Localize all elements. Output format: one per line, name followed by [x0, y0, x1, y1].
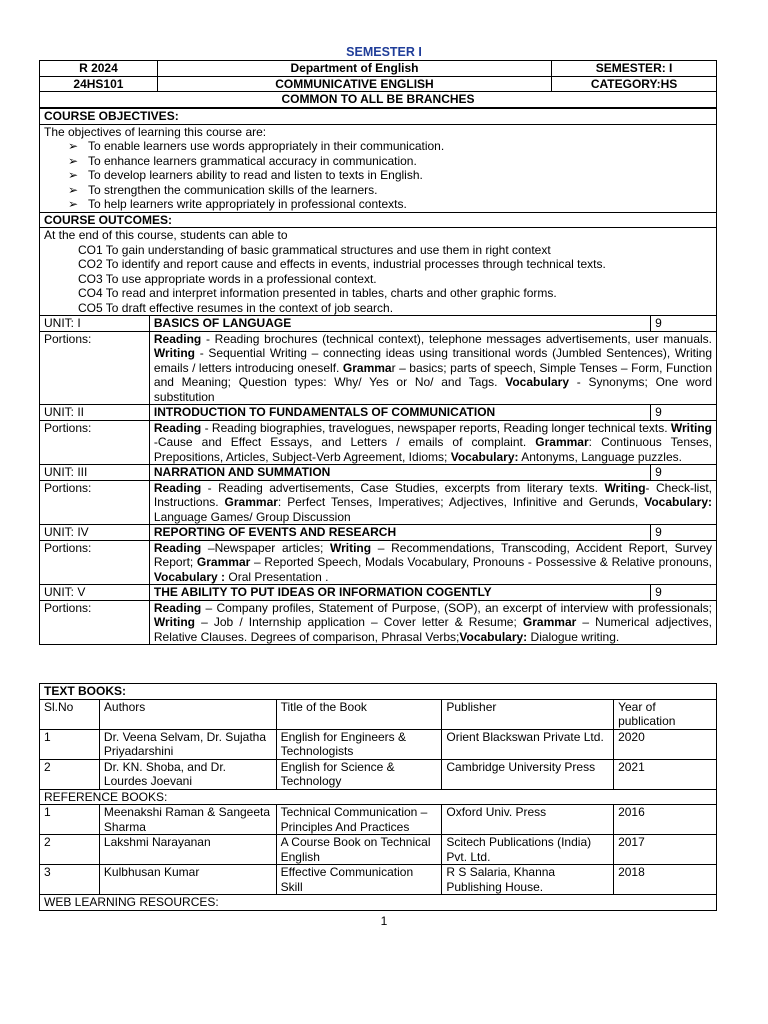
- unit-header-row: [40, 316, 717, 332]
- portion-text: - Reading brochures (technical context), telephone messages advertisements, user manuals.: [201, 331, 712, 346]
- book-row: [40, 835, 717, 865]
- book-cell: 2016: [614, 805, 717, 835]
- outcomes-title: COURSE OUTCOMES:: [40, 212, 717, 228]
- unit-hours: 9: [651, 525, 717, 541]
- objectives-block: [40, 124, 717, 212]
- portions-label: Portions:: [40, 420, 150, 465]
- portion-text: Antonyms, Language puzzles.: [518, 449, 682, 464]
- unit-portions-row: [40, 600, 717, 645]
- portion-text: – Job / Internship application – Cover letter & Resume;: [195, 615, 523, 629]
- portion-keyword: Vocabulary:: [644, 495, 713, 509]
- objective-text: To strengthen the communication skills of the learners.: [88, 182, 378, 197]
- unit-header-row: [40, 525, 717, 541]
- portion-keyword: Writing: [604, 480, 646, 495]
- unit-title: NARRATION AND SUMMATION: [149, 465, 650, 481]
- book-cell: Orient Blackswan Private Ltd.: [442, 729, 614, 759]
- portion-keyword: Writing: [153, 346, 195, 360]
- unit-portions-text: [149, 420, 716, 465]
- text-books-rows: [40, 729, 717, 789]
- books-column-headers: [40, 699, 717, 729]
- category: CATEGORY:HS: [552, 76, 717, 92]
- header-row-3: [40, 92, 717, 108]
- book-cell: Scitech Publications (India) Pvt. Ltd.: [442, 835, 614, 865]
- common-branches: COMMON TO ALL BE BRANCHES: [40, 92, 717, 108]
- unit-portions-text: [149, 480, 716, 525]
- unit-portions-text: [149, 600, 716, 645]
- portion-keyword: Vocabulary:: [450, 449, 519, 464]
- portion-keyword: Reading: [153, 600, 202, 615]
- units-body: [40, 316, 717, 645]
- book-row: [40, 805, 717, 835]
- portion-text: - Check-list, Instructions.: [153, 480, 712, 509]
- portion-keyword: Writing: [670, 420, 712, 435]
- portion-text: : Perfect Tenses, Imperatives; Adjectives, Infinitive and Gerunds,: [277, 495, 645, 509]
- unit-label: UNIT: I: [40, 316, 150, 332]
- portion-text: -Cause and Effect Essays, and Letters / emails of complaint.: [153, 435, 536, 449]
- unit-portions-row: [40, 540, 717, 585]
- portion-text: – Company profiles, Statement of Purpose, (SOP), an excerpt of interview with professionals;: [201, 600, 712, 615]
- book-cell: Technical Communication – Principles And Practices: [276, 805, 442, 835]
- portions-label: Portions:: [40, 480, 150, 525]
- objective-text: To help learners write appropriately in professional contexts.: [88, 197, 407, 211]
- book-cell: 3: [40, 865, 100, 895]
- portion-text: : Continuous Tenses, Prepositions, Articles, Subject-Verb Agreement, Idioms;: [153, 435, 712, 464]
- outcomes-block: [40, 228, 717, 316]
- course-header-table: [39, 60, 717, 108]
- book-cell: 1: [40, 729, 100, 759]
- portion-text: - Sequential Writing – connecting ideas using transitional words (Jumbled Sentences), Writing emails / letters introducing oneself.: [153, 346, 712, 375]
- book-cell: Kulbhusan Kumar: [99, 865, 276, 895]
- book-row: [40, 729, 717, 759]
- book-cell: Lakshmi Narayanan: [99, 835, 276, 865]
- book-cell: 2: [40, 759, 100, 789]
- unit-label: UNIT: IV: [40, 525, 150, 541]
- semester-heading: SEMESTER I: [346, 45, 422, 59]
- regulation: R 2024: [40, 61, 158, 77]
- reference-books-rows: [40, 805, 717, 895]
- outcome-item: CO3 To use appropriate words in a professional context.: [78, 271, 377, 286]
- arrow-bullet-icon: ➢: [68, 168, 79, 182]
- portion-keyword: Writing: [153, 615, 195, 629]
- portion-keyword: Vocabulary:: [459, 629, 528, 644]
- unit-portions-text: [149, 540, 716, 585]
- unit-portions-row: [40, 480, 717, 525]
- reference-books-title: REFERENCE BOOKS:: [40, 789, 717, 805]
- books-column-header: Sl.No: [40, 699, 100, 729]
- portion-text: - Synonyms; One word substitution: [153, 375, 712, 404]
- page-number: 1: [380, 914, 388, 928]
- portion-keyword: Vocabulary: [505, 375, 570, 389]
- books-column-header: Publisher: [442, 699, 614, 729]
- book-cell: Meenakshi Raman & Sangeeta Sharma: [99, 805, 276, 835]
- objectives-intro: The objectives of learning this course are:: [44, 124, 267, 139]
- objective-item: [44, 183, 712, 198]
- portion-keyword: Reading: [153, 331, 202, 346]
- unit-hours: 9: [651, 405, 717, 421]
- outcome-item: CO2 To identify and report cause and effects in events, industrial processes through technical texts.: [78, 257, 606, 271]
- portions-label: Portions:: [40, 331, 150, 405]
- outcomes-intro: At the end of this course, students can able to: [44, 228, 288, 242]
- portion-text: Language Games/ Group Discussion: [153, 509, 351, 524]
- book-cell: English for Engineers & Technologists: [276, 729, 442, 759]
- portion-keyword: Reading: [153, 420, 202, 435]
- unit-label: UNIT: II: [40, 405, 150, 421]
- book-row: [40, 865, 717, 895]
- unit-label: UNIT: V: [40, 585, 150, 601]
- book-cell: Oxford Univ. Press: [442, 805, 614, 835]
- arrow-bullet-icon: ➢: [68, 182, 79, 197]
- book-cell: Cambridge University Press: [442, 759, 614, 789]
- books-column-header: Authors: [99, 699, 276, 729]
- portion-keyword: Writing: [329, 540, 372, 555]
- book-cell: 2020: [614, 729, 717, 759]
- unit-label: UNIT: III: [40, 465, 150, 481]
- portion-keyword: Gramma: [342, 360, 392, 375]
- portion-text: Oral Presentation .: [225, 569, 329, 584]
- arrow-bullet-icon: ➢: [68, 197, 79, 211]
- book-cell: R S Salaria, Khanna Publishing House.: [442, 865, 614, 895]
- portion-keyword: Reading: [153, 540, 202, 555]
- objectives-title: COURSE OBJECTIVES:: [40, 109, 717, 125]
- outcome-item: CO1 To gain understanding of basic grammatical structures and use them in right context: [78, 242, 551, 257]
- portion-text: – Numerical adjectives, Relative Clauses. Degrees of comparison, Phrasal Verbs;: [153, 615, 712, 644]
- portion-keyword: Vocabulary :: [153, 569, 226, 584]
- unit-portions-row: [40, 331, 717, 405]
- unit-hours: 9: [651, 316, 717, 332]
- book-cell: 1: [40, 805, 100, 835]
- outcomes-list: [44, 243, 712, 316]
- objective-item: [44, 154, 712, 169]
- objective-text: To enable learners use words appropriately in their communication.: [88, 139, 445, 153]
- outcome-item: CO4 To read and interpret information presented in tables, charts and other graphic forms.: [78, 286, 557, 300]
- books-column-header: Year of publication: [614, 699, 717, 729]
- unit-title: BASICS OF LANGUAGE: [149, 316, 650, 332]
- objective-text: To enhance learners grammatical accuracy in communication.: [88, 153, 417, 168]
- book-cell: A Course Book on Technical English: [276, 835, 442, 865]
- book-cell: 2: [40, 835, 100, 865]
- book-cell: 2017: [614, 835, 717, 865]
- portion-text: – Reported Speech, Modals Vocabulary, Pronouns - Possessive & Relative pronouns,: [250, 555, 712, 569]
- unit-portions-text: [149, 331, 716, 405]
- portion-text: - Reading advertisements, Case Studies, excerpts from literary texts.: [201, 480, 605, 495]
- portion-keyword: Grammar: [224, 495, 278, 509]
- objectives-list: [44, 139, 712, 212]
- portion-text: Dialogue writing.: [527, 629, 620, 644]
- portion-keyword: Reading: [153, 480, 202, 495]
- unit-title: THE ABILITY TO PUT IDEAS OR INFORMATION COGENTLY: [149, 585, 650, 601]
- book-cell: 2018: [614, 865, 717, 895]
- portion-keyword: Grammar: [196, 555, 251, 569]
- course-title: COMMUNICATIVE ENGLISH: [157, 76, 551, 92]
- portion-text: –Newspaper articles;: [201, 540, 330, 555]
- book-cell: Dr. KN. Shoba, and Dr. Lourdes Joevani: [99, 759, 276, 789]
- course-code: 24HS101: [40, 76, 158, 92]
- unit-title: REPORTING OF EVENTS AND RESEARCH: [149, 525, 650, 541]
- outcome-item: CO5 To draft effective resumes in the context of job search.: [78, 300, 394, 315]
- text-books-title: TEXT BOOKS:: [40, 684, 717, 700]
- syllabus-table: [39, 108, 717, 645]
- portion-text: - Reading biographies, travelogues, newspaper reports, Reading longer technical texts.: [201, 420, 671, 435]
- book-cell: English for Science & Technology: [276, 759, 442, 789]
- header-row-2: [40, 76, 717, 92]
- book-cell: Effective Communication Skill: [276, 865, 442, 895]
- portion-keyword: Grammar: [522, 615, 577, 629]
- department: Department of English: [157, 61, 551, 77]
- portion-text: r – basics; parts of speech, Simple Tenses – Form, Function and Meaning; Question types: Why/ Yes or No/ and Tags.: [153, 360, 712, 389]
- books-table: [39, 683, 717, 911]
- arrow-bullet-icon: ➢: [68, 153, 79, 168]
- book-cell: 2021: [614, 759, 717, 789]
- portions-label: Portions:: [40, 600, 150, 645]
- unit-header-row: [40, 585, 717, 601]
- unit-portions-row: [40, 420, 717, 465]
- unit-hours: 9: [651, 585, 717, 601]
- unit-title: INTRODUCTION TO FUNDAMENTALS OF COMMUNICATION: [149, 405, 650, 421]
- web-resources-title: WEB LEARNING RESOURCES:: [40, 895, 717, 911]
- objective-text: To develop learners ability to read and listen to texts in English.: [88, 168, 423, 182]
- portion-keyword: Grammar: [535, 435, 589, 449]
- books-column-header: Title of the Book: [276, 699, 442, 729]
- unit-header-row: [40, 465, 717, 481]
- book-cell: Dr. Veena Selvam, Dr. Sujatha Priyadarshini: [99, 729, 276, 759]
- arrow-bullet-icon: ➢: [68, 139, 79, 153]
- book-row: [40, 759, 717, 789]
- objective-item: [44, 139, 712, 154]
- objective-item: [44, 168, 712, 183]
- unit-hours: 9: [651, 465, 717, 481]
- header-row-1: [40, 61, 717, 77]
- objective-item: [44, 197, 712, 212]
- portion-text: – Recommendations, Transcoding, Accident Report, Survey Report;: [153, 540, 712, 569]
- unit-header-row: [40, 405, 717, 421]
- semester-label: SEMESTER: I: [552, 61, 717, 77]
- portions-label: Portions:: [40, 540, 150, 585]
